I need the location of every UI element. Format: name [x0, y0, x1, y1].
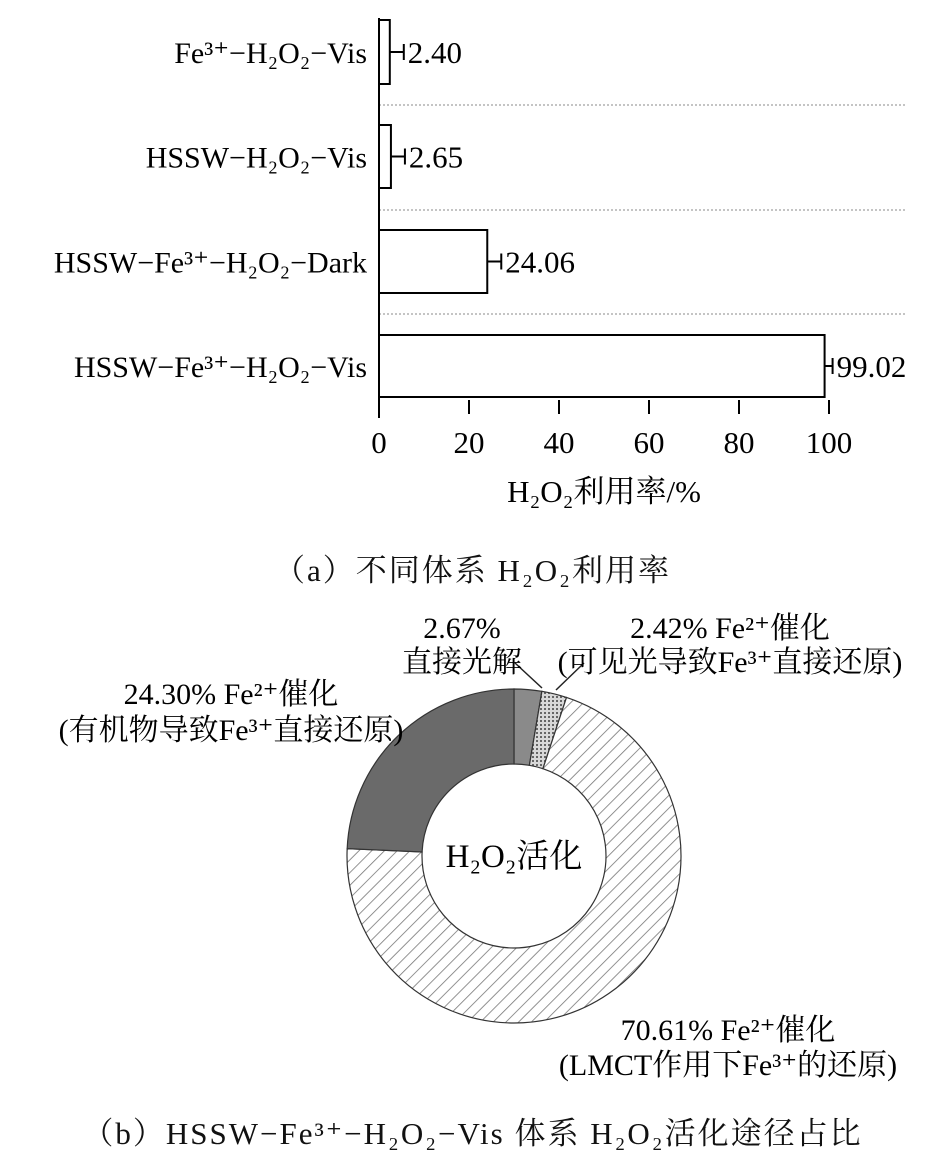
category-label: Fe³⁺−H₂O₂−Vis — [174, 37, 367, 70]
value-label: 2.40 — [407, 35, 463, 70]
x-axis-label: H₂O₂利用率/% — [507, 474, 701, 509]
slice-label: (LMCT作用下Fe³⁺的还原) — [558, 1049, 898, 1082]
slice-label: (可见光导致Fe³⁺直接还原) — [557, 646, 903, 679]
category-label: HSSW−H₂O₂−Vis — [145, 141, 367, 175]
bar — [379, 125, 391, 188]
slice-percent-label: 2.42% Fe²⁺催化 — [630, 612, 830, 645]
value-label: 2.65 — [408, 139, 464, 175]
value-label: 24.06 — [505, 244, 576, 280]
x-tick-label: 100 — [805, 425, 853, 460]
x-tick-label: 40 — [543, 425, 575, 460]
x-tick-label: 80 — [723, 425, 755, 460]
slice-label: 直接光解 — [402, 646, 522, 679]
utilization-bar-chart — [54, 18, 906, 509]
category-label: HSSW−Fe³⁺−H₂O₂−Vis — [73, 351, 367, 384]
caption-b: （b）HSSW−Fe³⁺−H₂O₂−Vis 体系 H₂O₂活化途径占比 — [82, 1116, 863, 1151]
slice-label: (有机物导致Fe³⁺直接还原) — [58, 714, 404, 747]
value-label: 99.02 — [836, 349, 907, 384]
slice-percent-label: 70.61% Fe²⁺催化 — [620, 1014, 836, 1047]
caption-a: （a）不同体系 H₂O₂利用率 — [274, 553, 671, 588]
bar — [379, 335, 825, 397]
x-tick-label: 60 — [633, 425, 665, 460]
x-tick-label: 20 — [453, 425, 485, 460]
category-label: HSSW−Fe³⁺−H₂O₂−Dark — [53, 246, 367, 280]
donut-center-label: H₂O₂活化 — [445, 839, 583, 875]
slice-percent-label: 2.67% — [423, 612, 501, 645]
activation-donut-chart — [59, 612, 903, 1082]
bar — [379, 230, 487, 293]
bar — [379, 20, 390, 84]
slice-percent-label: 24.30% Fe²⁺催化 — [123, 678, 339, 711]
x-tick-label: 0 — [371, 425, 387, 460]
